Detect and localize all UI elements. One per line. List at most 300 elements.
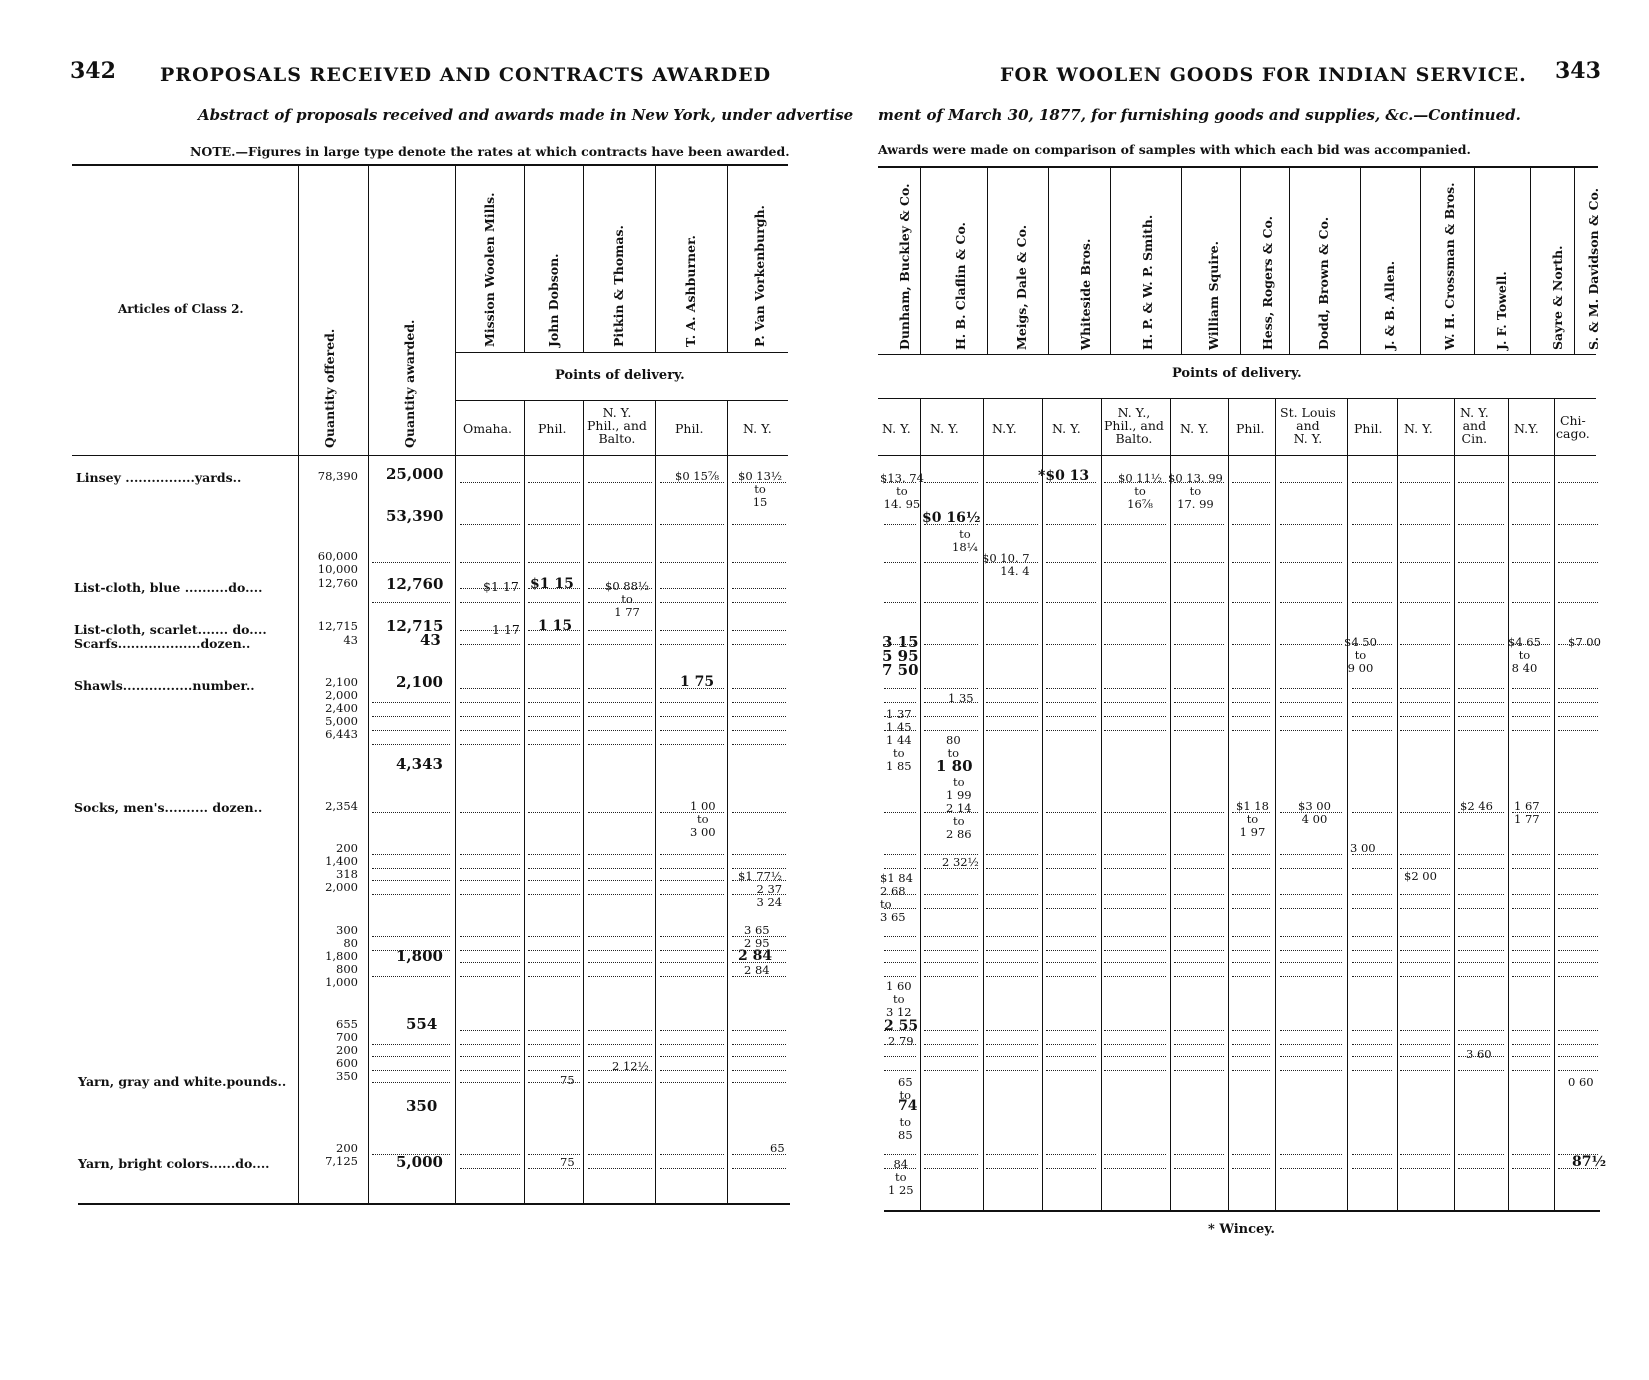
delivery-ny-phil-balto: N. Y. Phil., and Balto. xyxy=(587,405,647,446)
dotted-leader xyxy=(1174,1056,1224,1057)
dotted-leader xyxy=(1512,1168,1550,1169)
page-header-right: FOR WOOLEN GOODS FOR INDIAN SERVICE. xyxy=(1000,64,1527,86)
dotted-leader xyxy=(1458,894,1504,895)
col-divider xyxy=(1347,398,1348,1210)
dotted-leader xyxy=(1352,602,1392,603)
dotted-leader xyxy=(588,1056,652,1057)
dotted-leader xyxy=(588,524,652,525)
dotted-leader xyxy=(1174,1154,1224,1155)
bidder-header: Meigs, Dale & Co. xyxy=(1014,224,1029,350)
dotted-leader xyxy=(460,854,520,855)
dotted-leader xyxy=(1400,976,1450,977)
col-qty-offered-header: Quantity offered. xyxy=(322,328,337,448)
dotted-leader xyxy=(1558,1168,1598,1169)
dotted-leader xyxy=(986,1154,1038,1155)
dotted-leader xyxy=(1352,644,1392,645)
dotted-leader xyxy=(460,1168,520,1169)
dotted-leader xyxy=(372,702,450,703)
dotted-leader xyxy=(1046,854,1096,855)
dotted-leader xyxy=(884,976,916,977)
qty-offered-value: 655 xyxy=(336,1017,358,1031)
col-divider xyxy=(1240,168,1241,354)
dotted-leader xyxy=(1400,702,1450,703)
delivery-omaha: Omaha. xyxy=(463,421,513,436)
dotted-leader xyxy=(588,1154,652,1155)
qty-offered-value: 5,000 xyxy=(325,714,358,728)
dotted-leader xyxy=(1104,976,1166,977)
page-number-left: 342 xyxy=(70,58,116,84)
qty-offered-value: 700 xyxy=(336,1030,358,1044)
dotted-leader xyxy=(1174,908,1224,909)
dotted-leader xyxy=(1280,868,1342,869)
table-bottom-rule-right xyxy=(884,1210,1600,1212)
dotted-leader xyxy=(1232,950,1270,951)
dotted-leader xyxy=(660,482,724,483)
dotted-leader xyxy=(1046,936,1096,937)
dotted-leader xyxy=(1512,730,1550,731)
dotted-leader xyxy=(884,1056,916,1057)
col-divider xyxy=(1228,398,1229,1210)
bid-value: to 18¼ xyxy=(952,527,978,554)
bid-value: $4 50 to 9 00 xyxy=(1344,635,1377,675)
delivery-point: Phil. xyxy=(1354,421,1383,436)
dotted-leader xyxy=(1104,688,1166,689)
col-divider xyxy=(727,400,728,1203)
dotted-leader xyxy=(1400,812,1450,813)
dotted-leader xyxy=(732,702,786,703)
bidder-ashburner: T. A. Ashburner. xyxy=(683,235,698,347)
dotted-leader xyxy=(528,950,580,951)
delivery-point: N. Y. xyxy=(1180,421,1209,436)
dotted-leader xyxy=(1512,524,1550,525)
dotted-leader xyxy=(372,1056,450,1057)
table-top-rule-right xyxy=(878,166,1598,168)
dotted-leader xyxy=(1046,908,1096,909)
dotted-leader xyxy=(884,1070,916,1071)
dotted-leader xyxy=(1174,854,1224,855)
header-rule-right xyxy=(878,354,1596,355)
dotted-leader xyxy=(1280,908,1342,909)
dotted-leader xyxy=(1558,1056,1598,1057)
dotted-leader xyxy=(528,1044,580,1045)
dotted-leader xyxy=(1558,730,1598,731)
dotted-leader xyxy=(1400,894,1450,895)
dotted-leader xyxy=(1458,688,1504,689)
col-divider xyxy=(727,165,728,352)
col-divider xyxy=(1397,398,1398,1210)
qty-offered-value: 78,390 xyxy=(317,469,358,483)
article-label: Scarfs xyxy=(74,636,118,651)
dotted-leader xyxy=(588,950,652,951)
dotted-leader xyxy=(1280,1154,1342,1155)
dotted-leader xyxy=(732,1070,786,1071)
dotted-leader xyxy=(1352,730,1392,731)
dotted-leader xyxy=(1458,976,1504,977)
bid-value: 0 60 xyxy=(1568,1075,1594,1089)
dotted-leader xyxy=(372,730,450,731)
bidder-header: Dunham, Buckley & Co. xyxy=(897,183,912,350)
dotted-leader xyxy=(924,1154,978,1155)
dotted-leader xyxy=(1174,688,1224,689)
col-divider xyxy=(524,165,525,352)
bid-value: 2 32½ xyxy=(942,855,979,869)
bid-value: 1 35 xyxy=(948,691,974,705)
dotted-leader xyxy=(372,950,450,951)
dotted-leader xyxy=(732,950,786,951)
dotted-leader xyxy=(986,812,1038,813)
bid-value: $0 11½ to 16⅞ xyxy=(1118,471,1163,511)
dotted-leader xyxy=(986,524,1038,525)
table-top-rule xyxy=(72,164,788,166)
dotted-leader xyxy=(1352,1154,1392,1155)
article-label: List-cloth, blue xyxy=(74,580,181,595)
dotted-leader xyxy=(588,1082,652,1083)
col-divider xyxy=(455,165,456,1203)
dotted-leader xyxy=(460,744,520,745)
bidder-header: Dodd, Brown & Co. xyxy=(1316,216,1331,350)
col-divider xyxy=(1420,168,1421,354)
dotted-leader xyxy=(588,630,652,631)
dotted-leader xyxy=(1232,1154,1270,1155)
qty-offered-value: 300 xyxy=(336,923,358,937)
dotted-leader xyxy=(986,868,1038,869)
article-row: Socks, men's.......... dozen.. xyxy=(74,800,263,815)
dotted-leader xyxy=(372,812,450,813)
bid-value: 1 67 1 77 xyxy=(1514,799,1540,826)
dotted-leader xyxy=(884,868,916,869)
article-label: Yarn, gray and white xyxy=(78,1074,223,1089)
col-divider xyxy=(655,400,656,1203)
article-label: List-cloth, scarlet xyxy=(74,622,198,637)
dotted-leader xyxy=(588,716,652,717)
dotted-leader xyxy=(1512,868,1550,869)
dotted-leader xyxy=(528,524,580,525)
dotted-leader xyxy=(1352,1056,1392,1057)
bid-value: 65 xyxy=(770,1141,785,1155)
dotted-leader xyxy=(372,936,450,937)
dotted-leader xyxy=(1046,688,1096,689)
dotted-leader xyxy=(1558,1030,1598,1031)
dotted-leader xyxy=(1400,936,1450,937)
article-unit: do xyxy=(232,622,250,637)
dotted-leader xyxy=(1400,644,1450,645)
col-divider xyxy=(368,165,369,1203)
article-unit: do xyxy=(235,1156,253,1171)
dotted-leader xyxy=(1174,1030,1224,1031)
bid-value: 2 84 xyxy=(744,963,770,977)
dotted-leader xyxy=(1046,962,1096,963)
dotted-leader xyxy=(732,688,786,689)
dotted-leader xyxy=(1232,716,1270,717)
dotted-leader xyxy=(1458,1044,1504,1045)
dotted-leader xyxy=(1280,1044,1342,1045)
dotted-leader xyxy=(588,644,652,645)
dotted-leader xyxy=(1458,562,1504,563)
delivery-point: N.Y. xyxy=(1514,421,1539,436)
article-unit: yards xyxy=(194,470,233,485)
dotted-leader xyxy=(1280,688,1342,689)
col-divider xyxy=(1110,168,1111,354)
dotted-leader xyxy=(924,962,978,963)
dotted-leader xyxy=(986,1030,1038,1031)
dotted-leader xyxy=(1046,1168,1096,1169)
dotted-leader xyxy=(986,562,1038,563)
dotted-leader xyxy=(1280,962,1342,963)
dotted-leader xyxy=(1104,812,1166,813)
dotted-leader xyxy=(924,644,978,645)
dotted-leader xyxy=(1104,716,1166,717)
dotted-leader xyxy=(1280,702,1342,703)
dotted-leader xyxy=(1458,1168,1504,1169)
dotted-leader xyxy=(1232,644,1270,645)
dotted-leader xyxy=(1400,1070,1450,1071)
delivery-phil-2: Phil. xyxy=(675,421,704,436)
dotted-leader xyxy=(1046,1030,1096,1031)
dotted-leader xyxy=(924,602,978,603)
dotted-leader xyxy=(1352,962,1392,963)
dotted-leader xyxy=(884,854,916,855)
dotted-leader xyxy=(986,1044,1038,1045)
col-divider xyxy=(1275,398,1276,1210)
bid-value: *$0 13 xyxy=(1038,468,1090,484)
dotted-leader xyxy=(732,854,786,855)
dotted-leader xyxy=(1174,894,1224,895)
dotted-leader xyxy=(528,562,580,563)
dotted-leader xyxy=(460,524,520,525)
dotted-leader xyxy=(986,644,1038,645)
dotted-leader xyxy=(732,1044,786,1045)
dotted-leader xyxy=(372,976,450,977)
dotted-leader xyxy=(986,730,1038,731)
dotted-leader xyxy=(1232,1168,1270,1169)
dotted-leader xyxy=(528,482,580,483)
delivery-point: N. Y. xyxy=(1052,421,1081,436)
dotted-leader xyxy=(1558,854,1598,855)
col-divider xyxy=(1048,168,1049,354)
dotted-leader xyxy=(460,868,520,869)
col-divider xyxy=(1181,168,1182,354)
dotted-leader xyxy=(732,812,786,813)
dotted-leader xyxy=(924,1168,978,1169)
dotted-leader xyxy=(1046,976,1096,977)
col-divider xyxy=(1101,398,1102,1210)
dotted-leader xyxy=(1104,1154,1166,1155)
dotted-leader xyxy=(1104,1070,1166,1071)
dotted-leader xyxy=(1104,1056,1166,1057)
dotted-leader xyxy=(924,1070,978,1071)
dotted-leader xyxy=(732,1056,786,1057)
dotted-leader xyxy=(884,812,916,813)
bid-value: 75 xyxy=(560,1155,575,1169)
dotted-leader xyxy=(660,1154,724,1155)
bid-value: 3 00 xyxy=(1350,841,1376,855)
dotted-leader xyxy=(1352,1030,1392,1031)
dotted-leader xyxy=(660,962,724,963)
dotted-leader xyxy=(460,1044,520,1045)
dotted-leader xyxy=(1400,1056,1450,1057)
dotted-leader xyxy=(660,894,724,895)
dotted-leader xyxy=(1352,482,1392,483)
dotted-leader xyxy=(588,1044,652,1045)
dotted-leader xyxy=(884,482,916,483)
dotted-leader xyxy=(1400,1154,1450,1155)
dotted-leader xyxy=(1280,602,1342,603)
dotted-leader xyxy=(1400,688,1450,689)
dotted-leader xyxy=(1174,702,1224,703)
dotted-leader xyxy=(372,854,450,855)
dotted-leader xyxy=(1458,950,1504,951)
dotted-leader xyxy=(528,880,580,881)
col-divider xyxy=(524,400,525,1203)
dotted-leader xyxy=(1400,482,1450,483)
dotted-leader xyxy=(1512,950,1550,951)
qty-offered-value: 2,100 xyxy=(325,675,358,689)
bid-value: $0 16½ xyxy=(922,510,981,526)
dotted-leader xyxy=(1174,644,1224,645)
dotted-leader xyxy=(884,962,916,963)
dotted-leader xyxy=(660,702,724,703)
bidder-mission-woolen-mills: Mission Woolen Mills. xyxy=(482,192,497,347)
dotted-leader xyxy=(1512,1044,1550,1045)
dotted-leader xyxy=(1352,524,1392,525)
dotted-leader xyxy=(1104,950,1166,951)
dotted-leader xyxy=(460,936,520,937)
dotted-leader xyxy=(588,602,652,603)
dotted-leader xyxy=(528,1056,580,1057)
dotted-leader xyxy=(924,1056,978,1057)
dotted-leader xyxy=(528,894,580,895)
qty-awarded: 12,760 xyxy=(386,575,444,593)
dotted-leader xyxy=(1558,644,1598,645)
header-rule xyxy=(455,400,788,401)
bid-value: $2 46 xyxy=(1460,799,1493,813)
dotted-leader xyxy=(1512,936,1550,937)
col-divider xyxy=(1454,398,1455,1210)
qty-offered-value: 43 xyxy=(343,633,358,647)
bid-value: $0 15⅞ xyxy=(675,469,720,483)
dotted-leader xyxy=(1352,868,1392,869)
bidder-header: J. & B. Allen. xyxy=(1382,260,1397,350)
dotted-leader xyxy=(1558,716,1598,717)
dotted-leader xyxy=(1280,1168,1342,1169)
dotted-leader xyxy=(732,1030,786,1031)
dotted-leader xyxy=(924,950,978,951)
dotted-leader xyxy=(660,976,724,977)
dotted-leader xyxy=(1458,602,1504,603)
qty-awarded: 53,390 xyxy=(386,507,444,525)
dotted-leader xyxy=(986,908,1038,909)
bid-value: to 1 99 2 14 to 2 86 xyxy=(946,775,972,841)
bid-value: $4 65 to 8 40 xyxy=(1508,635,1541,675)
bidder-van-vorkenburgh: P. Van Vorkenburgh. xyxy=(752,205,767,347)
dotted-leader xyxy=(1104,482,1166,483)
dotted-leader xyxy=(1174,482,1224,483)
delivery-point: St. Louis and N. Y. xyxy=(1280,405,1336,446)
qty-offered-value: 6,443 xyxy=(325,727,358,741)
dotted-leader xyxy=(1512,1056,1550,1057)
dotted-leader xyxy=(732,1168,786,1169)
dotted-leader xyxy=(732,936,786,937)
dotted-leader xyxy=(986,950,1038,951)
bidder-john-dobson: John Dobson. xyxy=(546,253,561,347)
qty-offered-value: 2,354 xyxy=(325,799,358,813)
dotted-leader xyxy=(528,936,580,937)
dotted-leader xyxy=(1558,962,1598,963)
dotted-leader xyxy=(1232,894,1270,895)
dotted-leader xyxy=(732,602,786,603)
dotted-leader xyxy=(1104,644,1166,645)
col-divider xyxy=(920,168,921,354)
dotted-leader xyxy=(528,976,580,977)
dotted-leader xyxy=(588,562,652,563)
dotted-leader xyxy=(1400,1030,1450,1031)
col-qty-awarded-header: Quantity awarded. xyxy=(402,319,417,448)
dotted-leader xyxy=(1558,868,1598,869)
bid-value: $7 00 xyxy=(1568,635,1601,649)
qty-offered-value: 10,000 xyxy=(317,562,358,576)
dotted-leader xyxy=(1232,482,1270,483)
dotted-leader xyxy=(1280,716,1342,717)
qty-awarded: 2,100 xyxy=(396,673,443,691)
dotted-leader xyxy=(528,812,580,813)
dotted-leader xyxy=(1280,562,1342,563)
col-divider xyxy=(1554,398,1555,1210)
dotted-leader xyxy=(372,868,450,869)
dotted-leader xyxy=(372,894,450,895)
qty-offered-value: 350 xyxy=(336,1069,358,1083)
dotted-leader xyxy=(884,1044,916,1045)
dotted-leader xyxy=(1232,812,1270,813)
dotted-leader xyxy=(884,894,916,895)
dotted-leader xyxy=(460,730,520,731)
qty-awarded: 12,715 xyxy=(386,617,444,635)
dotted-leader xyxy=(460,702,520,703)
dotted-leader xyxy=(924,894,978,895)
dotted-leader xyxy=(732,630,786,631)
dotted-leader xyxy=(1558,482,1598,483)
dotted-leader xyxy=(1458,730,1504,731)
delivery-ny: N. Y. xyxy=(743,421,772,436)
page-header-left: PROPOSALS RECEIVED AND CONTRACTS AWARDED xyxy=(160,64,772,86)
dotted-leader xyxy=(1352,702,1392,703)
note-right: Awards were made on comparison of samples with which each bid was accompanied. xyxy=(878,142,1471,157)
bidder-header: S. & M. Davidson & Co. xyxy=(1586,187,1601,350)
dotted-leader xyxy=(924,730,978,731)
dotted-leader xyxy=(528,644,580,645)
col-divider xyxy=(1360,168,1361,354)
dotted-leader xyxy=(1174,524,1224,525)
dotted-leader xyxy=(528,630,580,631)
dotted-leader xyxy=(1458,1056,1504,1057)
dotted-leader xyxy=(588,744,652,745)
dotted-leader xyxy=(732,880,786,881)
dotted-leader xyxy=(732,894,786,895)
dotted-leader xyxy=(924,562,978,563)
dotted-leader xyxy=(1558,908,1598,909)
article-unit: dozen xyxy=(200,636,242,651)
qty-awarded: 25,000 xyxy=(386,465,444,483)
bidder-header: H. B. Claflin & Co. xyxy=(953,222,968,350)
dotted-leader xyxy=(1232,976,1270,977)
dotted-leader xyxy=(460,1056,520,1057)
dotted-leader xyxy=(1512,1154,1550,1155)
dotted-leader xyxy=(1512,716,1550,717)
bid-value: $0 88½ to 1 77 xyxy=(605,579,650,619)
qty-offered-value: 1,000 xyxy=(325,975,358,989)
dotted-leader xyxy=(1558,702,1598,703)
dotted-leader xyxy=(1104,1168,1166,1169)
dotted-leader xyxy=(460,602,520,603)
